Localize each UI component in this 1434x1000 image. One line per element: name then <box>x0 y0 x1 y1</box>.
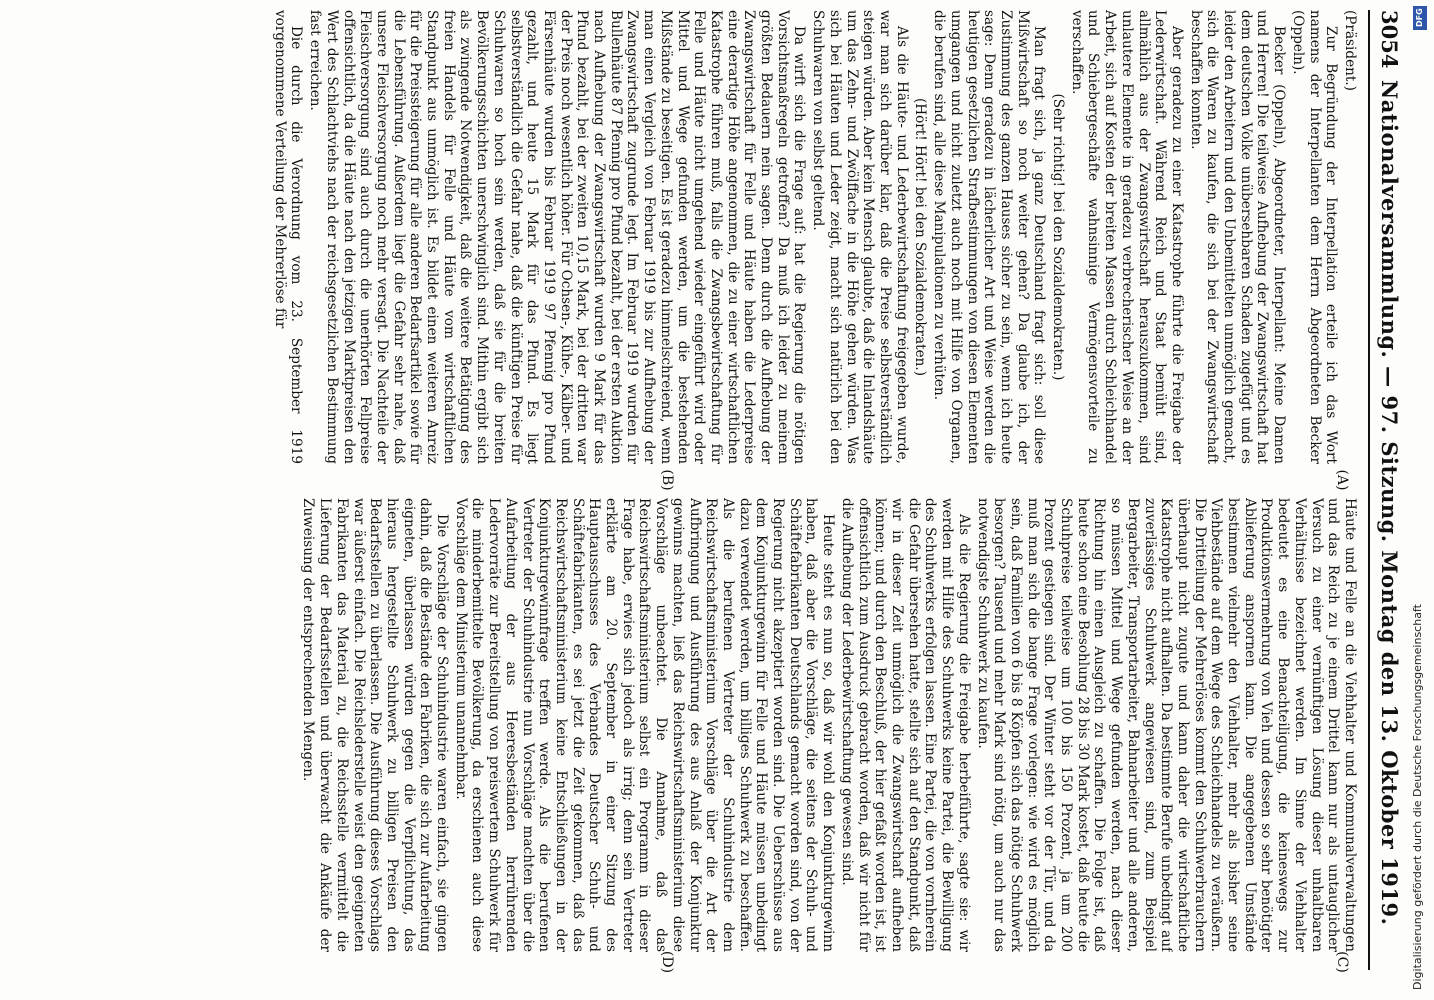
left-text-column <box>38 10 1358 464</box>
header-rule <box>1368 10 1370 970</box>
margin-marker-a: (A) <box>1334 469 1350 491</box>
paragraph: Aber geradezu zu einer Katastrophe führte die Freigabe der Lederwirtschaft. Während Reich und Staat bemüht sind, allmählich aus der Zwangswirtschaft herauszukommen, sind unlautere Elemente in geradezu verbrecherischer Weise an der Arbeit, sich auf Kosten der breiten Massen durch Schleichhandel und Schiebergeschäfte wahnsinnige Vermögensvorteile zu verschaffen. <box>1068 10 1185 464</box>
speaker-tag: (Präsident.) <box>1342 10 1358 91</box>
paragraph: Man fragt sich, ja ganz Deutschland fragt sich: soll diese Mißwirtschaft so noch weiter gehen? Da glaube ich, der Zustimmung des ganzen Hauses sicher zu sein, wenn ich heute sage: Denn geradezu in lächerlicher Art und Weise werden die heutigen gesetzlichen Strafbestimmungen von diesen Elementen umgangen und nicht zuletzt auch noch mit Hilfe von Organen, die berufen sind, alle diese Manipulationen zu verhüten. <box>931 10 1048 464</box>
paragraph: Heute steht es nun so, daß wir wohl den Konjunkturgewinn haben, daß aber die Vorschläge, die seitens der Schuh- und Schäftefabrikanten Deutschlands gemacht worden sind, von der Regierung nicht akzeptiert worden sind. Die Ueberschüsse aus dem Konjunkturgewinn für Felle und Häute müssen unbedingt dazu verwendet werden, um billiges Schuhwerk zu beschaffen. Als die berufenen Vertreter der Schuhindustrie dem Reichswirtschaftsministerium Vorschläge über die Art der Aufbringung und Ausführung des aus Anlaß der Konjunktur gewinns machten, ließ das Reichswirtschaftsministerium diese Vorschläge unbeachtet. Die Annahme, daß das Reichswirtschaftsministerium selbst ein Programm in dieser Frage habe, erwies sich jedoch als irrig; denn sein Vertreter erklärte am 20. September in einer Sitzung des Hauptausschusses des Verbandes Deutscher Schuh- und Schäftefabrikanten, es sei jetzt die Zeit gekommen, daß das Reichswirtschaftsministerium keine Entschließungen in der Konjunkturgewinnfrage treffen werde. Als die berufenen Vertreter der Schuhindustrie nun Vorschläge machten über die Aufarbeitung der aus Heeresbeständen herrührenden Ledervorräte zur Bereitstellung von preiswertem Schuhwerk für die minderbemittelte Bevölkerung, da erschienen auch diese Vorschläge dem Ministerium unannehmbar. <box>452 498 837 952</box>
paragraph: Die durch die Verordnung vom 23. September 1919 vorgenommene Verteilung der Mehrerlöse für <box>271 10 305 464</box>
margin-marker-d: (D) <box>659 950 675 974</box>
paragraph: Häute und Felle an die Viehhalter und Kommunalverwaltungen und das Reich zu je einem Drittel kann nur als untauglicher Versuch zu einer vernünftigen Lösung dieser unhaltbaren Verhältnisse bezeichnet werden. Im Sinne der Viehhalter bedeutet es eine Benachteiligung, die keineswegs zur Produktionsvermehrung von Vieh und dessen so sehr benötigter Ablieferung anspornen kann. Die angegebenen Umstände bestimmen vielmehr den Viehhalter, mehr als bisher seine Viehbestände auf dem Wege des Schleichhandels zu veräußern. Die Dritteilung der Mehrerlöses kommt den Schuhwerbrauchern überhaupt nicht zugute und kann daher die wirtschaftliche Katastrophe nicht aufhalten. Da bestimmte Berufe unbedingt auf zuverlässiges Schuhwerk angewiesen sind, zum Beispiel Bergarbeiter, Transportarbeiter, Bahnarbeiter und alle anderen, so müssen Mittel und Wege gefunden werden, nach dieser Richtung hin einen Ausgleich zu schaffen. Die Folge ist, daß heute schon eine Besohlung 28 bis 30 Mark kostet, daß heute die Schuhpreise teilweise um 100 bis 150 Prozent, ja um 200 Prozent gestiegen sind. Der Winter steht vor der Tür, und da muß man sich die bange Frage vorlegen: wie wird es möglich sein, daß Familien von 6 bis 8 Köpfen sich das nötige Schuhwerk besorgen? Tausend und mehr Mark sind nötig, um auch nur das notwendigste Schuhwerk zu kaufen. <box>974 498 1358 952</box>
interjection: (Sehr richtig! bei den Sozialdemokraten.) <box>1050 93 1067 381</box>
margin-marker-c: (C) <box>1334 951 1350 973</box>
page-header <box>1362 10 1402 970</box>
paragraph: Als die Häute- und Lederbewirtschaftung freigegeben wurde, war man sich darüber klar, daß die Preise selbstverständlich steigen würden. Aber kein Mensch glaubte, daß die Inlandshäute um das Zehn- und Zwölffache in die Höhe gehen würden. Was sich bei Häuten und Leder zeigt, macht sich natürlich bei den Schuhwaren von selbst geltend. <box>810 10 910 464</box>
paragraph: Zur Begründung der Interpellation erteile ich das Wort namens der Interpellanten dem Herrn Abgeordneten Becker (Oppeln). <box>1289 10 1340 464</box>
interjection: (Hört! Hört! bei den Sozialdemokraten.) <box>912 97 929 377</box>
paragraph: Als die Regierung die Freigabe herbeiführte, sagte sie: wir werden mit Hilfe des Schuhwerks keine Partei, die Bewilligung des Schuhwerks erfolgen lassen. Eine Partei, die von vornherein die Gefahr übersehen hatte, stellte sich auf den Standpunkt, daß wir in dieser Zeit unmöglich die Zwangswirtschaft aufheben können; und durch den Beschluß, der hier gefaßt worden ist, ist offensichtlich zum Ausdruck gebracht worden, daß wir nicht für die Aufhebung der Lederbewirtschaftung gewesen sind. <box>838 498 972 952</box>
dfg-logo: DFG <box>1413 6 1427 30</box>
digitization-credit: Digitalisierung gefördert durch die Deutsche Forschungsgemeinschaft <box>1411 604 1424 990</box>
right-text-column <box>38 498 1358 952</box>
running-title: Nationalversammlung. — 97. Sitzung. Montag den 13. Oktober 1919. <box>1377 80 1402 926</box>
margin-marker-b: (B) <box>659 469 675 491</box>
paragraph: Becker (Oppeln), Abgeordneter, Interpellant: Meine Damen und Herren! Die teilweise Aufhebung der Zwangswirtschaft hat dem deutschen Volke unübersehbaren Schaden zugefügt und es leider den Arbeitern und den Unbemittelten unmöglich gemacht, sich die Waren zu kaufen, die sich bei der Zwangswirtschaft beschaffen konnten. <box>1187 10 1288 464</box>
page-number: 3054 <box>1377 10 1402 69</box>
paragraph: Die Vorschläge der Schuhindustrie waren einfach, sie gingen dahin, daß die Bestände den Fabriken, die sich zur Aufarbeitung eigneten, überlassen würden gegen die Verpflichtung, das hieraus hergestellte Schuhwerk zu billigen Preisen den Bedarfsstellen zu überlassen. Die Ausführung dieses Vorschlags war äußerst einfach. Die Reichslederstelle weist den geeigneten Fabrikanten das Material zu, die Reichsstelle vermittelt die Lieferung der Bedarfsstellen und überwacht die Ankäufe der Zuweisung der entsprechenden Mengen. <box>300 498 451 952</box>
paragraph: Da wirft sich die Frage auf: hat die Regierung die nötigen Vorsichtsmaßregeln getroffen? Da muß ich leider zu meinem größten Bedauern nein sagen. Denn durch die Aufhebung der Zwangswirtschaft für Felle und Häute haben die Lederpreise eine derartige Höhe angenommen, die zu einer wirtschaftlichen Katastrophe führen muß, falls die Zwangsbewirtschaftung für Felle und Häute nicht umgehend wieder eingeführt wird oder Mittel und Wege gefunden werden, um die bestehenden Mißstände zu beseitigen. Es ist geradezu himmelschreiend, wenn man einen Vergleich von Februar 1919 bis zur Aufhebung der Zwangswirtschaft zugrunde legt. Im Februar 1919 wurden für Bullenhäute 87 Pfennig pro Pfund bezahlt, bei der ersten Auktion nach Aufhebung der Zwangswirtschaft wurden 9 Mark für das Pfund bezahlt, bei der zweiten 10,15 Mark, bei der dritten war der Preis noch wesentlich höher. Für Ochsen-, Kühe-, Kälber- und Färsenhäute wurden bis Februar 1919 97 Pfennig pro Pfund gezahlt, und heute 15 Mark für das Pfund. Es liegt selbstverständlich die Gefahr nahe, daß die künftigen Preise für Schuhwaren so hoch sein werden, daß sie für die breiten Bevölkerungsschichten unerschwinglich sind. Mithin ergibt sich als zwingende Notwendigkeit, daß die weitere Betätigung des freien Handels für Felle und Häute vom wirtschaftlichen Standpunkt aus unmöglich ist. Es bildet einen weiteren Anreiz für die Preissteigerung für alle anderen Bedarfsartikel sowie für die Lebensführung. Außerdem liegt die Gefahr sehr nahe, daß unsere Fleischversorgung noch mehr versagt. Die Nachteile der Fleischversorgung sind auch durch die unerhörten Fellpreise offensichtlich, da die Häute nach den jetzigen Marktpreisen den Wert des Schlachtviehs nach der reichsgesetzlichen Bestimmung fast erreichen. <box>307 10 808 464</box>
rotated-document-page <box>24 10 1410 974</box>
